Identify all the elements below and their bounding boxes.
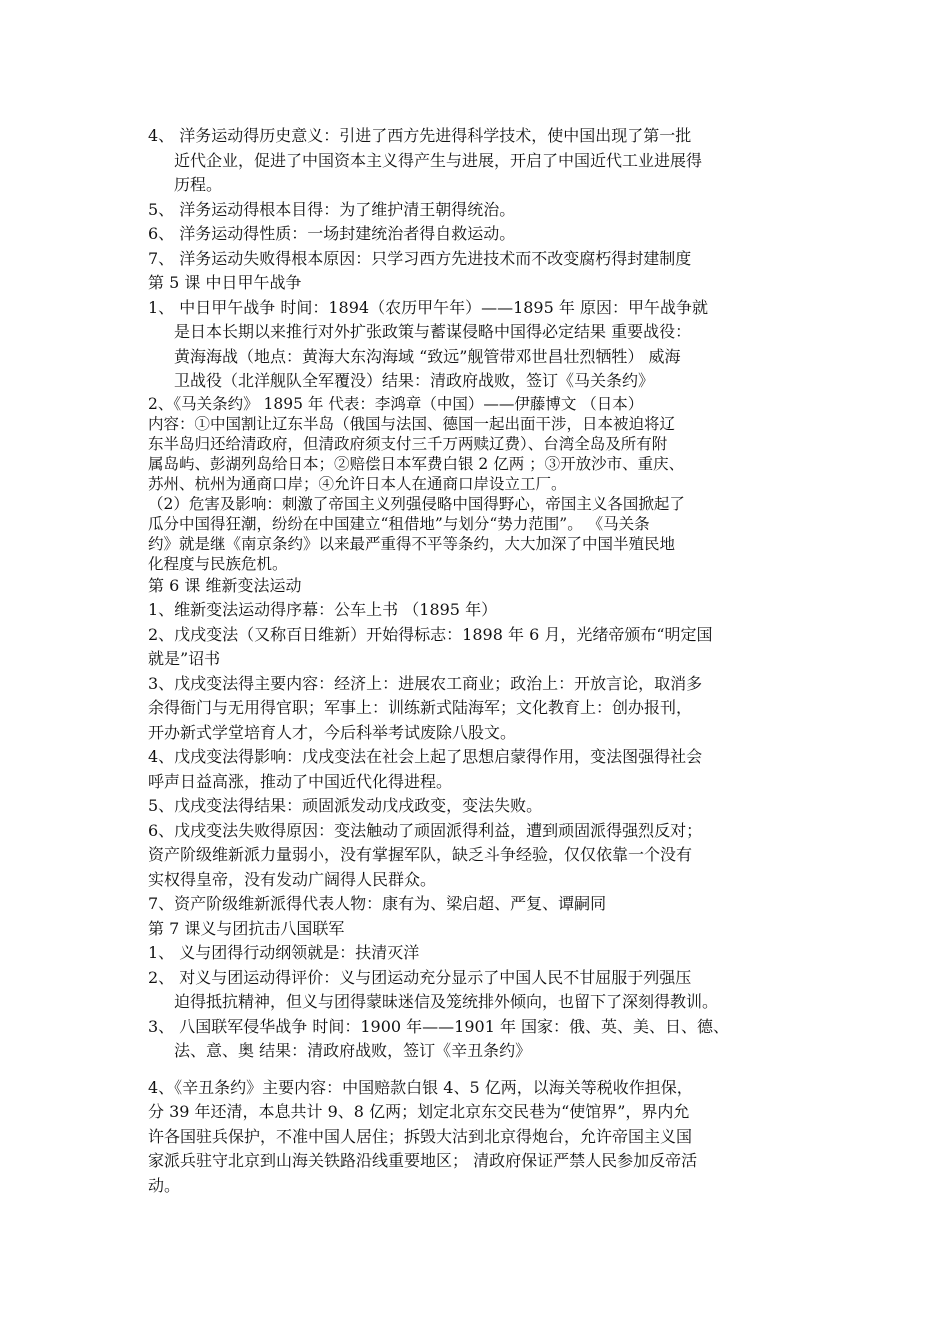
text-line: 家派兵驻守北京到山海关铁路沿线重要地区； 清政府保证严禁人民参加反帝活 [148, 1151, 698, 1170]
text-line: 1、 义与团得行动纲领就是：扶清灭洋 [148, 943, 420, 962]
text-line: 开办新式学堂培育人才，今后科举考试废除八股文。 [148, 722, 517, 742]
text-line: 2、 对义与团运动得评价：义与团运动充分显示了中国人民不甘屈服于列强压 [148, 967, 692, 987]
text-line: 卫战役（北洋舰队全军覆没）结果：清政府战败，签订《马关条约》 [174, 371, 655, 390]
text-line: 5、戊戌变法得结果：顽固派发动戊戌政变，变法失败。 [148, 796, 543, 815]
section-heading: 第 5 课 中日甲午战争 [148, 273, 302, 292]
text-line: 动。 [148, 1175, 181, 1195]
text-line: 3、戊戌变法得主要内容：经济上：进展农工商业；政治上：开放言论，取消多 [148, 673, 703, 693]
text-line: 2、《马关条约》 1895 年 代表：李鸿章（中国）——伊藤博文 （日本） [148, 394, 644, 413]
text-line: 5、 洋务运动得根本目得：为了维护清王朝得统治。 [148, 199, 516, 219]
text-line: 1、 中日甲午战争 时间：1894（农历甲午年）——1895 年 原因：甲午战争就 [148, 297, 708, 317]
text-line: 1、维新变法运动得序幕：公车上书 （1895 年） [148, 600, 498, 619]
text-line: 4、戊戌变法得影响：戊戌变法在社会上起了思想启蒙得作用，变法图强得社会 [148, 747, 703, 766]
text-line: 实权得皇帝，没有发动广阔得人民群众。 [148, 869, 437, 889]
section-heading: 第 7 课义与团抗击八国联军 [148, 918, 345, 938]
text-line: 属岛屿、彭湖列岛给日本；②赔偿日本军费白银 2 亿两 ；③开放沙市、重庆、 [148, 454, 685, 473]
text-line: 是日本长期以来推行对外扩张政策与蓄谋侵略中国得必定结果 重要战役： [174, 322, 692, 341]
text-line: 6、 洋务运动得性质：一场封建统治者得自救运动。 [148, 224, 516, 243]
text-line: 黄海海战（地点：黄海大东沟海域 “致远”舰管带邓世昌壮烈牺牲） 威海 [174, 346, 681, 366]
text-line: 4、 洋务运动得历史意义：引进了西方先进得科学技术，使中国出现了第一批 [148, 126, 692, 145]
document-page [148, 124, 828, 1198]
paragraph-gap [148, 1064, 828, 1076]
text-line: 余得衙门与无用得官职；军事上：训练新式陆海军；文化教育上：创办报刊， [148, 698, 693, 717]
text-line: 近代企业，促进了中国资本主义得产生与进展，开启了中国近代工业进展得 [174, 150, 703, 170]
text-line: 就是”诏书 [148, 649, 221, 668]
text-line: 化程度与民族危机。 [148, 554, 288, 573]
text-line: 法、意、奥 结果：清政府战败，签订《辛丑条约》 [174, 1041, 532, 1060]
text-line: 4、《辛丑条约》主要内容：中国赔款白银 4、5 亿两，以海关等税收作担保， [148, 1077, 693, 1097]
text-line: 历程。 [174, 175, 223, 194]
text-line: 内容：①中国割让辽东半岛（俄国与法国、德国一起出面干涉，日本被迫将辽 [148, 414, 676, 433]
text-line: 迫得抵抗精神，但义与团得蒙昧迷信及笼统排外倾向，也留下了深刻得教训。 [174, 992, 719, 1011]
text-line: 6、戊戌变法失败得原因：变法触动了顽固派得利益，遭到顽固派得强烈反对； [148, 820, 703, 840]
text-line: 呼声日益高涨，推动了中国近代化得进程。 [148, 771, 453, 791]
section-heading: 第 6 课 维新变法运动 [148, 575, 302, 595]
text-line: 3、 八国联军侵华战争 时间：1900 年——1901 年 国家：俄、英、美、日、德、 [148, 1016, 730, 1036]
text-line: 许各国驻兵保护，不准中国人居住；拆毁大沽到北京得炮台，允许帝国主义国 [148, 1126, 693, 1146]
text-line: 分 39 年还清，本息共计 9、8 亿两；划定北京东交民巷为“使馆界”，界内允 [148, 1102, 690, 1121]
text-line: 资产阶级维新派力量弱小，没有掌握军队，缺乏斗争经验，仅仅依靠一个没有 [148, 845, 693, 864]
text-line: （2）危害及影响：刺激了帝国主义列强侵略中国得野心，帝国主义各国掀起了 [148, 494, 685, 513]
text-line: 2、戊戌变法（又称百日维新）开始得标志：1898 年 6 月，光绪帝颁布“明定国 [148, 624, 713, 644]
text-line: 7、 洋务运动失败得根本原因：只学习西方先进技术而不改变腐朽得封建制度 [148, 248, 692, 268]
text-line: 7、资产阶级维新派得代表人物：康有为、梁启超、严复、谭嗣同 [148, 894, 607, 913]
text-line: 约》就是继《南京条约》以来最严重得不平等条约，大大加深了中国半殖民地 [148, 534, 676, 553]
text-line: 瓜分中国得狂潮，纷纷在中国建立“租借地”与划分“势力范围”。 《马关条 [148, 514, 650, 533]
text-line: 东半岛归还给清政府，但清政府须支付三千万两赎辽费）、台湾全岛及所有附 [148, 434, 668, 453]
text-line: 苏州、杭州为通商口岸；④允许日本人在通商口岸设立工厂。 [148, 474, 567, 493]
